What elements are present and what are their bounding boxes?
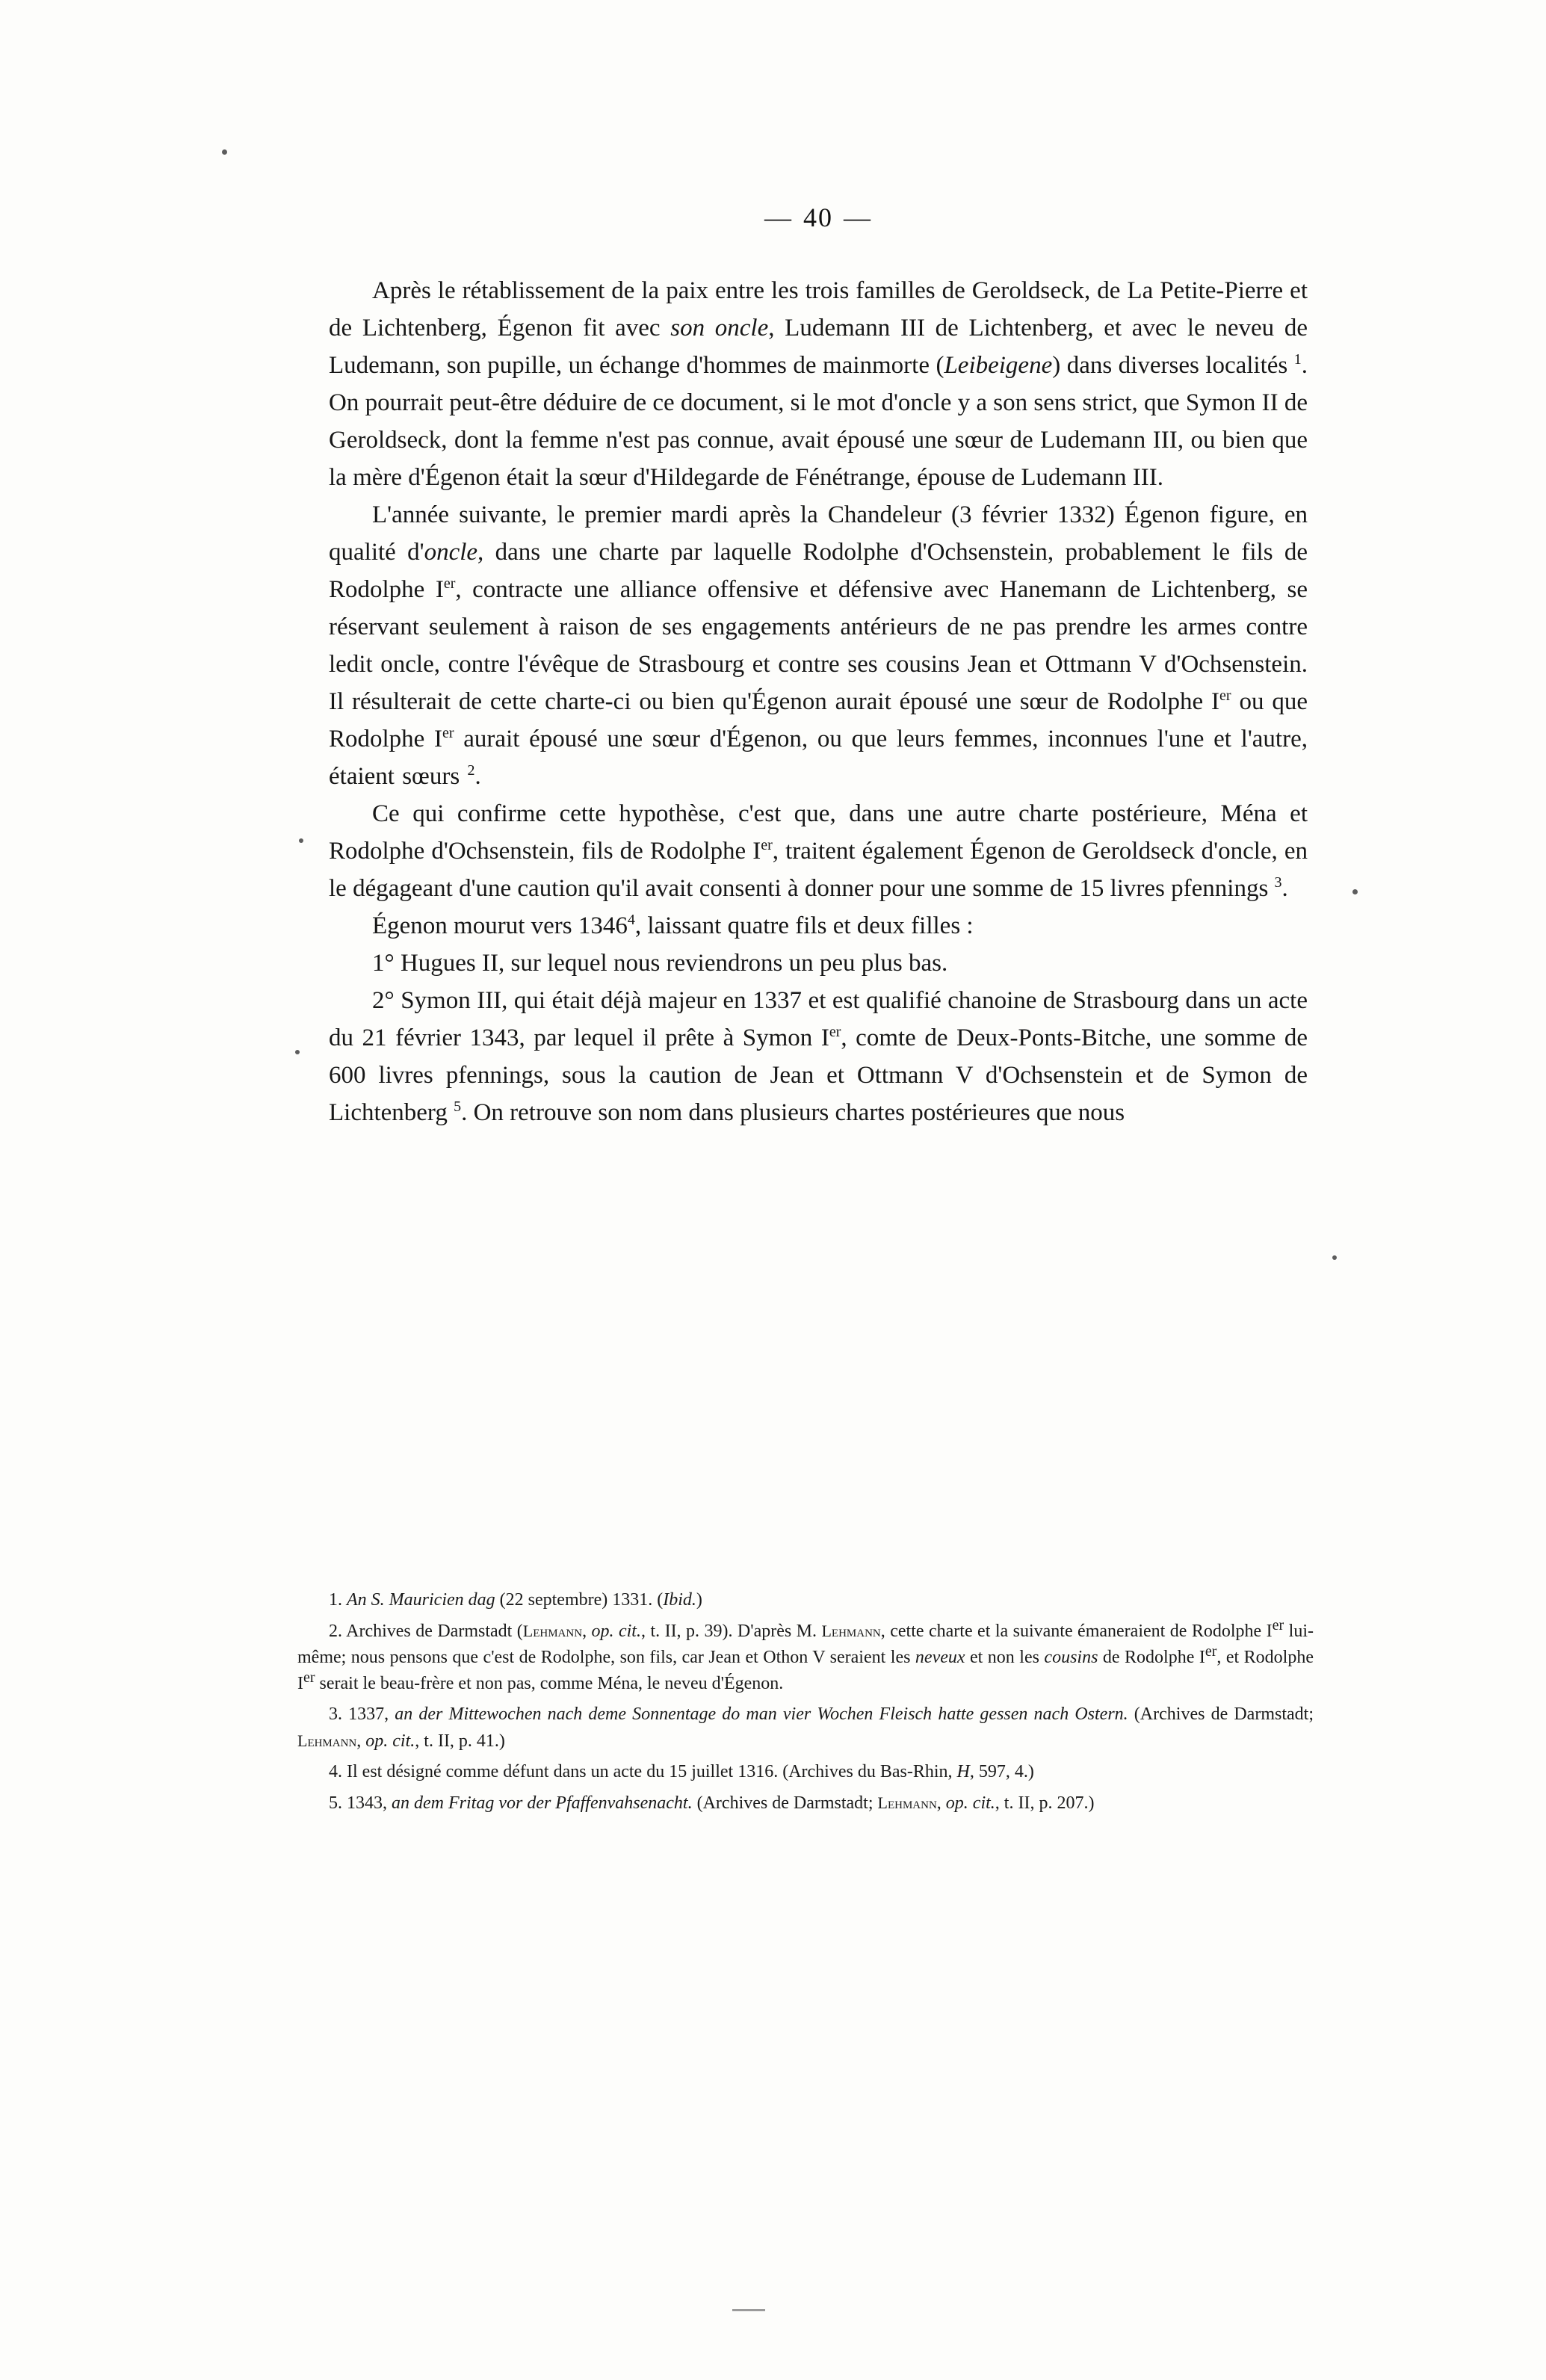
page-number-dash-right: — [844, 203, 872, 232]
page-speck [295, 1050, 300, 1054]
footnote: 5. 1343, an dem Fritag vor der Pfaffenvahsenacht. (Archives de Darmstadt; Lehmann, op. cit., t. II, p. 207.) [329, 1793, 1095, 1813]
footnote: 2. Archives de Darmstadt (Lehmann, op. cit., t. II, p. 39). D'après M. Lehmann, cette charte et la suivante émaneraient de Rodolphe Ier lui-même; nous pensons que c'est de Rodolphe, son fils, car Jean et Othon V seraient les neveux et non les cousins de Rodolphe Ier, et Rodolphe Ier serait le beau-frère et non pas, comme Ména, le neveu d'Égenon. [297, 1617, 1314, 1693]
footnote: 3. 1337, an der Mittewochen nach deme Sonnentage do man vier Wochen Fleisch hatte gessen nach Ostern. (Archives de Darmstadt; Lehmann, op. cit., t. II, p. 41.) [297, 1704, 1314, 1751]
page-speck [1332, 1255, 1337, 1260]
page-number [329, 202, 1308, 233]
footnote: 4. Il est désigné comme défunt dans un acte du 15 juillet 1316. (Archives du Bas-Rhin, H, 597, 4.) [329, 1762, 1034, 1781]
paragraph: 2° Symon III, qui était déjà majeur en 1337 et est qualifié chanoine de Strasbourg dans un acte du 21 février 1343, par lequel il prête à Symon Ier, comte de Deux-Ponts-Bitche, une somme de 600 livres pfennings, sous la caution de Jean et Ottmann V d'Ochsenstein et de Symon de Lichtenberg $^5$. On retrouve son nom dans plusieurs chartes postérieures que nous [329, 987, 1308, 1126]
page-speck [299, 838, 303, 843]
page-number-dash-left: — [764, 203, 793, 232]
footer-mark [732, 2309, 765, 2311]
paragraph: 1° Hugues II, sur lequel nous reviendrons un peu plus bas. [372, 950, 948, 977]
paragraph: L'année suivante, le premier mardi après la Chandeleur (3 février 1332) Égenon figure, en qualité d'oncle, dans une charte par laquelle Rodolphe d'Ochsenstein, probablement le fils de Rodolphe Ier, contracte une alliance offensive et défensive avec Hanemann de Lichtenberg, se réservant seulement à raison de ses engagements antérieurs de ne pas prendre les armes contre ledit oncle, contre l'évêque de Strasbourg et contre ses cousins Jean et Ottmann V d'Ochsenstein. Il résulterait de cette charte-ci ou bien qu'Égenon aurait épousé une sœur de Rodolphe Ier ou que Rodolphe Ier aurait épousé une sœur d'Égenon, ou que leurs femmes, inconnues l'une et l'autre, étaient sœurs $^2$. [329, 501, 1308, 790]
paragraph: Ce qui confirme cette hypothèse, c'est que, dans une autre charte postérieure, Ména et Rodolphe d'Ochsenstein, fils de Rodolphe Ier, traitent également Égenon de Geroldseck d'oncle, en le dégageant d'une caution qu'il avait consenti à donner pour une somme de 15 livres pfennings $^3$. [329, 800, 1308, 902]
page-speck [1352, 889, 1358, 894]
page-body [329, 202, 1308, 1131]
paragraph: Égenon mourut vers 1346$^4$, laissant quatre fils et deux filles : [372, 912, 974, 939]
paragraph: Après le rétablissement de la paix entre les trois familles de Geroldseck, de La Petite-Pierre et de Lichtenberg, Égenon fit avec son oncle, Ludemann III de Lichtenberg, et avec le neveu de Ludemann, son pupille, un échange d'hommes de mainmorte (Leibeigene) dans diverses localités $^1$. On pourrait peut-être déduire de ce document, si le mot d'oncle y a son sens strict, que Symon II de Geroldseck, dont la femme n'est pas connue, avait épousé une sœur de Ludemann III, ou bien que la mère d'Égenon était la sœur d'Hildegarde de Fénétrange, épouse de Ludemann III. [329, 277, 1308, 491]
page-number-value: 40 [803, 203, 833, 232]
footnotes-section [297, 1578, 1314, 1821]
page-speck [222, 149, 227, 155]
footnote: 1. An S. Mauricien dag (22 septembre) 1331. (Ibid.) [329, 1590, 702, 1610]
